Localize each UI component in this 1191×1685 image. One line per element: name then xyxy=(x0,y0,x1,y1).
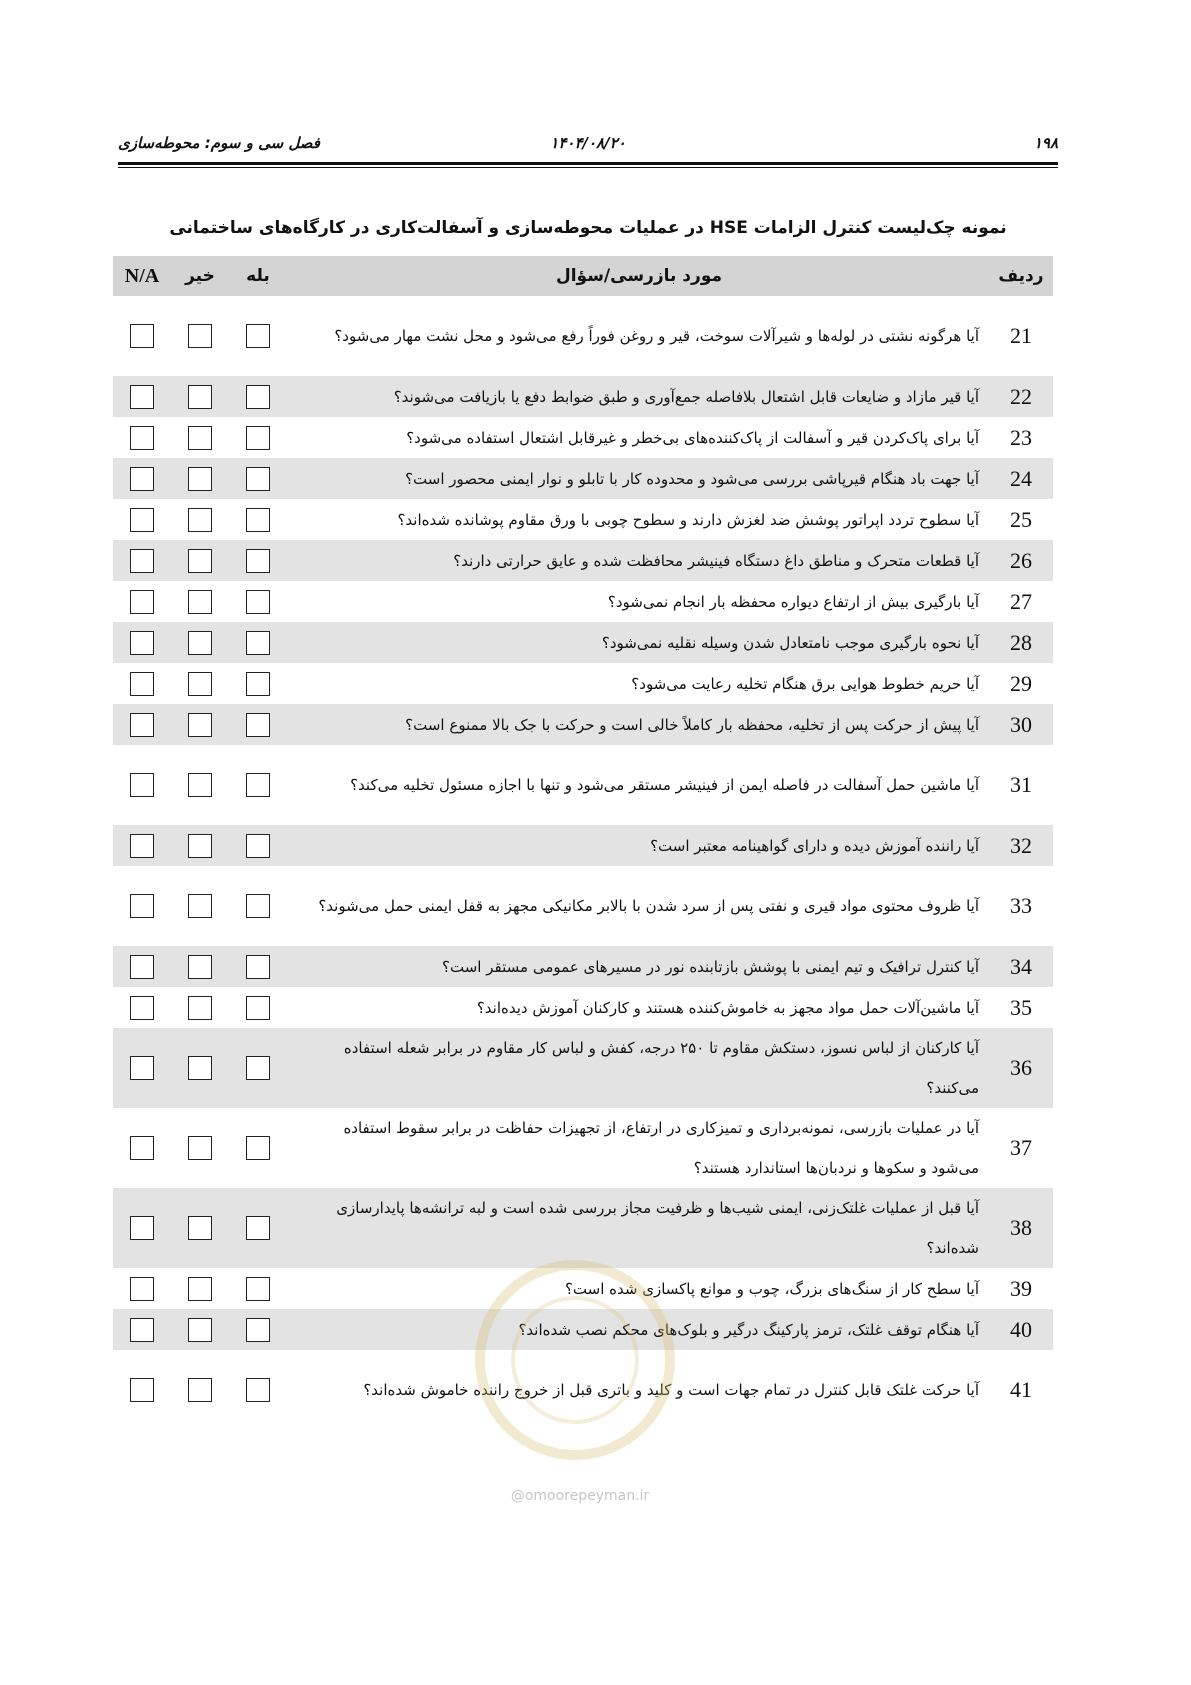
checkbox-na[interactable] xyxy=(130,385,154,409)
checkbox-no[interactable] xyxy=(188,324,212,348)
question-text: آیا کنترل ترافیک و تیم ایمنی با پوشش بازتابنده نور در مسیرهای عمومی مستقر است؟ xyxy=(287,946,989,987)
checkbox-na[interactable] xyxy=(130,1136,154,1160)
checkbox-no[interactable] xyxy=(188,467,212,491)
watermark-site: @omoorepeyman.ir xyxy=(510,1488,650,1504)
column-header-no: خیر xyxy=(171,256,229,296)
checkbox-yes[interactable] xyxy=(246,1216,270,1240)
row-number: 31 xyxy=(1010,772,1032,797)
checkbox-yes[interactable] xyxy=(246,1136,270,1160)
table-row xyxy=(113,1350,1053,1430)
question-text: آیا نحوه بارگیری موجب نامتعادل شدن وسیله نقلیه نمی‌شود؟ xyxy=(287,622,989,663)
row-number: 25 xyxy=(1010,506,1032,532)
checkbox-yes[interactable] xyxy=(246,834,270,858)
checkbox-na[interactable] xyxy=(130,713,154,737)
table-row xyxy=(113,946,1053,987)
question-text: آیا قطعات متحرک و مناطق داغ دستگاه فینیشر محافظت شده و عایق حرارتی دارند؟ xyxy=(287,540,989,581)
row-number: 23 xyxy=(1010,424,1032,450)
checkbox-yes[interactable] xyxy=(246,426,270,450)
table-row xyxy=(113,1268,1053,1309)
column-header-na: N/A xyxy=(113,256,171,296)
question-text: آیا هرگونه نشتی در لوله‌ها و شیرآلات سوخت، قیر و روغن فوراً رفع می‌شود و محل نشت مهار می‌شود؟ xyxy=(334,327,979,345)
checkbox-no[interactable] xyxy=(188,773,212,797)
question-text: آیا پیش از حرکت پس از تخلیه، محفظه بار کاملاً خالی است و حرکت با جک بالا ممنوع است؟ xyxy=(287,704,989,745)
checkbox-no[interactable] xyxy=(188,996,212,1020)
row-number: 40 xyxy=(989,1309,1053,1350)
row-number: 22 xyxy=(989,376,1053,417)
checkbox-na[interactable] xyxy=(130,773,154,797)
checkbox-na[interactable] xyxy=(130,955,154,979)
checkbox-yes[interactable] xyxy=(246,1318,270,1342)
table-row xyxy=(113,663,1053,704)
checkbox-yes[interactable] xyxy=(246,385,270,409)
checkbox-na[interactable] xyxy=(130,834,154,858)
checkbox-no[interactable] xyxy=(188,631,212,655)
checkbox-no[interactable] xyxy=(188,385,212,409)
column-header-question: مورد بازرسی/سؤال xyxy=(287,256,989,296)
checkbox-na[interactable] xyxy=(130,672,154,696)
question-text: آیا ماشین حمل آسفالت در فاصله ایمن از فینیشر مستقر می‌شود و تنها با اجازه مسئول تخلیه می‌کند؟ xyxy=(350,776,979,794)
checkbox-yes[interactable] xyxy=(246,1378,270,1402)
question-text: آیا ظروف محتوی مواد قیری و نفتی پس از سرد شدن با بالابر مکانیکی مجهز به قفل ایمنی حمل می‌شوند؟ xyxy=(318,897,979,915)
table-row xyxy=(113,1028,1053,1108)
table-row xyxy=(113,1188,1053,1268)
row-number: 34 xyxy=(989,946,1053,987)
table-row xyxy=(113,499,1053,540)
checkbox-na[interactable] xyxy=(130,1216,154,1240)
row-number: 28 xyxy=(989,622,1053,663)
column-header-row: ردیف xyxy=(989,256,1053,296)
checkbox-na[interactable] xyxy=(130,1277,154,1301)
row-number: 38 xyxy=(989,1188,1053,1268)
header-rule-thick xyxy=(118,162,1058,165)
row-number: 35 xyxy=(1010,994,1032,1020)
table-row xyxy=(113,540,1053,581)
checkbox-na[interactable] xyxy=(130,467,154,491)
question-text: آیا قیر مازاد و ضایعات قابل اشتعال بلافاصله جمع‌آوری و طبق ضوابط دفع یا بازیافت می‌شوند؟ xyxy=(287,376,989,417)
question-text: آیا جهت باد هنگام قیرپاشی بررسی می‌شود و محدوده کار با تابلو و نوار ایمنی محصور است؟ xyxy=(287,458,989,499)
table-row xyxy=(113,622,1053,663)
checkbox-na[interactable] xyxy=(130,894,154,918)
question-text: آیا قبل از عملیات غلتک‌زنی، ایمنی شیب‌ها و ظرفیت مجاز بررسی شده است و لبه ترانشه‌ها پایدارسازی شده‌اند؟ xyxy=(287,1188,989,1268)
checklist-table xyxy=(113,256,1053,1430)
header-date: ۱۴۰۴/۰۸/۲۰ xyxy=(550,134,626,152)
checkbox-no[interactable] xyxy=(188,1056,212,1080)
row-number: 21 xyxy=(1010,323,1032,348)
checkbox-na[interactable] xyxy=(130,1056,154,1080)
table-row xyxy=(113,458,1053,499)
table-row xyxy=(113,581,1053,622)
checkbox-na[interactable] xyxy=(130,1378,154,1402)
chapter-title: فصل سی و سوم: محوطه‌سازی xyxy=(118,134,320,152)
checkbox-yes[interactable] xyxy=(246,996,270,1020)
table-row xyxy=(113,296,1053,376)
question-text: آیا سطوح تردد اپراتور پوشش ضد لغزش دارند و سطوح چوبی با ورق مقاوم پوشانده شده‌اند؟ xyxy=(397,510,979,529)
checklist-title: نمونه چک‌لیست کنترل الزامات HSE در عملیات محوطه‌سازی و آسفالت‌کاری در کارگاه‌های ساختمانی xyxy=(169,218,1007,238)
row-number: 32 xyxy=(989,825,1053,866)
row-number: 27 xyxy=(1010,588,1032,614)
question-text: آیا راننده آموزش دیده و دارای گواهینامه معتبر است؟ xyxy=(287,825,989,866)
checkbox-yes[interactable] xyxy=(246,508,270,532)
table-row xyxy=(113,417,1053,458)
checkbox-no[interactable] xyxy=(188,713,212,737)
checkbox-na[interactable] xyxy=(130,324,154,348)
checkbox-yes[interactable] xyxy=(246,1056,270,1080)
row-number: 36 xyxy=(989,1028,1053,1108)
table-header-row xyxy=(113,256,1053,296)
table-row xyxy=(113,745,1053,825)
question-text: آیا در عملیات بازرسی، نمونه‌برداری و تمیزکاری در ارتفاع، از تجهیزات حفاظت در برابر سقوط استفاده می‌شود و سکوها و نردبان‌ها استاندارد هستند؟ xyxy=(343,1119,979,1177)
table-row xyxy=(113,376,1053,417)
checkbox-na[interactable] xyxy=(130,508,154,532)
checkbox-na[interactable] xyxy=(130,631,154,655)
checkbox-na[interactable] xyxy=(130,549,154,573)
checkbox-yes[interactable] xyxy=(246,324,270,348)
checkbox-no[interactable] xyxy=(188,955,212,979)
checkbox-no[interactable] xyxy=(188,1136,212,1160)
checkbox-yes[interactable] xyxy=(246,713,270,737)
checkbox-yes[interactable] xyxy=(246,773,270,797)
table-row xyxy=(113,1309,1053,1350)
checkbox-no[interactable] xyxy=(188,549,212,573)
checkbox-no[interactable] xyxy=(188,894,212,918)
checkbox-yes[interactable] xyxy=(246,631,270,655)
checkbox-yes[interactable] xyxy=(246,590,270,614)
row-number: 37 xyxy=(1010,1135,1032,1160)
row-number: 30 xyxy=(989,704,1053,745)
page-number: ۱۹۸ xyxy=(1033,134,1058,152)
checkbox-no[interactable] xyxy=(188,1277,212,1301)
column-header-yes: بله xyxy=(229,256,287,296)
checkbox-yes[interactable] xyxy=(246,1277,270,1301)
checkbox-no[interactable] xyxy=(188,590,212,614)
checkbox-yes[interactable] xyxy=(246,955,270,979)
question-text: آیا بارگیری بیش از ارتفاع دیواره محفظه بار انجام نمی‌شود؟ xyxy=(607,592,979,611)
question-text: آیا سطح کار از سنگ‌های بزرگ، چوب و موانع پاکسازی شده است؟ xyxy=(564,1279,979,1298)
table-row xyxy=(113,704,1053,745)
page-header xyxy=(118,128,1058,156)
checkbox-no[interactable] xyxy=(188,672,212,696)
checkbox-no[interactable] xyxy=(188,508,212,532)
question-text: آیا برای پاک‌کردن قیر و آسفالت از پاک‌کننده‌های بی‌خطر و غیرقابل اشتعال استفاده می‌شود؟ xyxy=(406,428,979,447)
table-row xyxy=(113,1108,1053,1188)
checkbox-na[interactable] xyxy=(130,1318,154,1342)
checkbox-no[interactable] xyxy=(188,1318,212,1342)
checkbox-no[interactable] xyxy=(188,834,212,858)
checkbox-na[interactable] xyxy=(130,590,154,614)
row-number: 33 xyxy=(1010,893,1032,918)
checkbox-yes[interactable] xyxy=(246,894,270,918)
question-text: آیا ماشین‌آلات حمل مواد مجهز به خاموش‌کننده هستند و کارکنان آموزش دیده‌اند؟ xyxy=(476,998,979,1017)
checklist-body xyxy=(113,296,1053,1430)
checkbox-no[interactable] xyxy=(188,426,212,450)
row-number: 29 xyxy=(1010,670,1032,696)
table-row xyxy=(113,825,1053,866)
table-row xyxy=(113,987,1053,1028)
question-text: آیا کارکنان از لباس نسوز، دستکش مقاوم تا ۲۵۰ درجه، کفش و لباس کار مقاوم در برابر شعله استفاده می‌کنند؟ xyxy=(287,1028,989,1108)
row-number: 26 xyxy=(989,540,1053,581)
checkbox-yes[interactable] xyxy=(246,549,270,573)
question-text: آیا حریم خطوط هوایی برق هنگام تخلیه رعایت می‌شود؟ xyxy=(631,674,979,693)
question-text: آیا هنگام توقف غلتک، ترمز پارکینگ درگیر و بلوک‌های محکم نصب شده‌اند؟ xyxy=(287,1309,989,1350)
row-number: 39 xyxy=(1010,1275,1032,1301)
table-row xyxy=(113,866,1053,946)
checkbox-yes[interactable] xyxy=(246,467,270,491)
row-number: 41 xyxy=(1010,1377,1032,1402)
checkbox-na[interactable] xyxy=(130,996,154,1020)
checkbox-na[interactable] xyxy=(130,426,154,450)
question-text: آیا حرکت غلتک قابل کنترل در تمام جهات است و کلید و باتری قبل از خروج راننده خاموش شده‌اند؟ xyxy=(363,1381,979,1399)
header-rule-thin xyxy=(118,167,1058,168)
checkbox-no[interactable] xyxy=(188,1378,212,1402)
checkbox-no[interactable] xyxy=(188,1216,212,1240)
row-number: 24 xyxy=(989,458,1053,499)
checkbox-yes[interactable] xyxy=(246,672,270,696)
